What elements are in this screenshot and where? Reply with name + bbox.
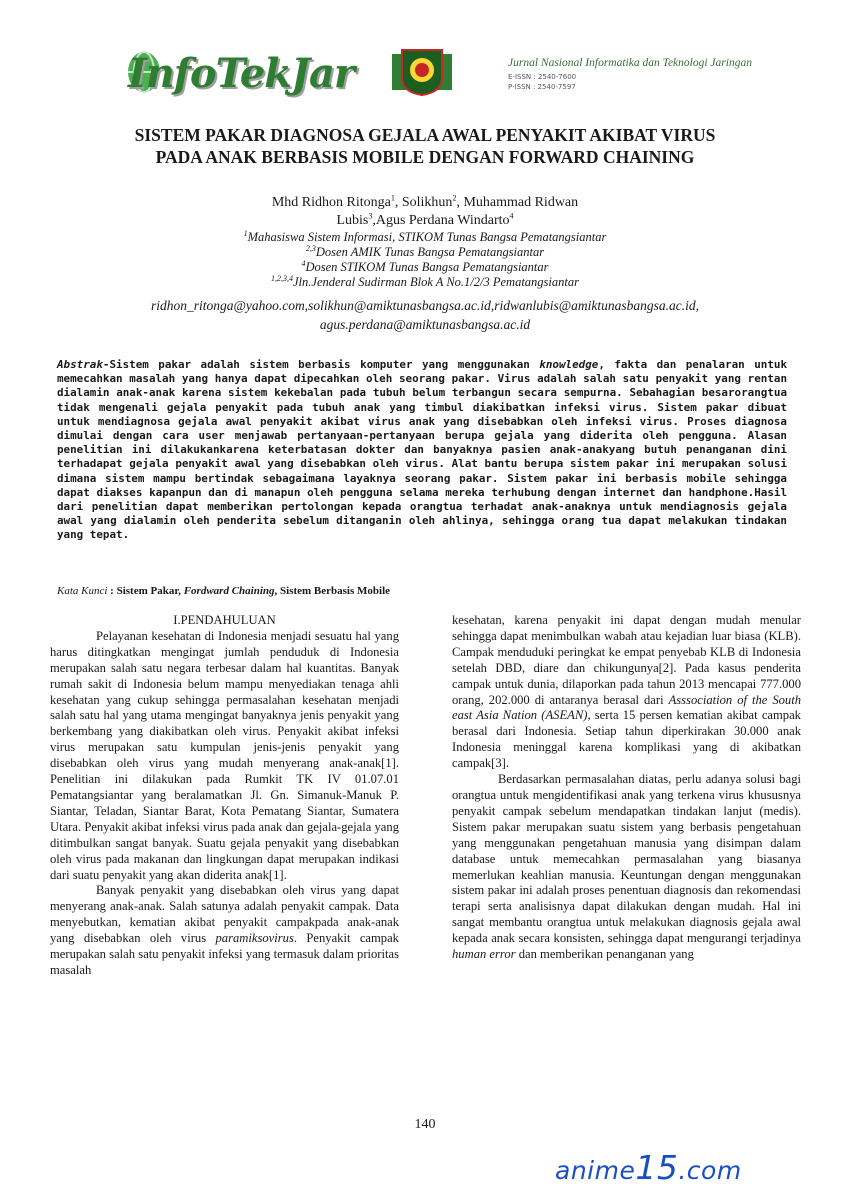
keywords-label: Kata Kunci xyxy=(57,585,108,597)
section-heading: I.PENDAHULUAN xyxy=(173,613,276,627)
author-3-sup: 3 xyxy=(368,211,373,221)
paragraph-4-a: Berdasarkan permasalahan diatas, perlu adanya solusi bagi orangtua untuk mengidentifikasi anak yang terkena virus khususnya penyakit campak sebelum mendapatkan tindakan lanjut (medis). Sistem pakar merupakan suatu sistem yang berbasis pengetahuan yang menggunakan pengetahuan manusia yang disimpan dalam database untuk memecahkan permasalahan yang biasanya memerlukan keahlian manusia. Keuntungan dengan menggunakan sistem pakar ini adalah proses penentuan diagnosis dan rekomendasi terapi serta analisisnya dapat dilakukan dengan mudah. Hal ini sangat membantu orangtua untuk melakukan diagnosis gejala awal kepada anak secara konsisten, sehingga dapat mengurangi terjadinya xyxy=(452,772,801,946)
paragraph-4-b: dan memberikan penanganan yang xyxy=(515,947,694,962)
paragraph-2-italic: paramiksovirus xyxy=(215,931,294,946)
abstract-body: , fakta dan penalaran untuk memecahkan masalah yang hanya dapat dipecahkan oleh seorang pakar. Virus adalah salah satu penyakit yang rentan dialamin anak-anak karena sistem kekebalan pada tubuh belum terbangun secara sempurna. Sebahagian besarorangtua tidak mengenali gejala penyakit pada tubuh anak yang timbul diakibatkan infeksi virus. Sistem pakar dibuat untuk mendiagnosa gejala awal penyakit akibat virus anak yang disebabkan oleh infeksi virus. Proses diagnosa dimulai dengan cara user menjawab pertanyaan-pertanyaan berupa gejala yang diderita oleh pengguna. Alasan penelitian ini dilakukankarena keterbatasan dokter dan banyaknya pasien anak-anakyang butuh penanganan dini terhadapat gejala penyakit awal yang disebabkan oleh virus. Alat bantu berupa sistem pakar ini merupakan solusi dimana sistem mampu bertindak sebagaimana layaknya seorang pakar. Sistem pakar ini berbasis mobile sehingga dapat diakses kapanpun dan di manapun oleh pengguna selama mereka terhubung dengan internet dan handphone.Hasil dari penelitian dapat memberikan pertolongan kepada orangtua terhadat anak-anaknya untuk mendiagnosis gejala awal yang dialamin oleh penderita sebelum ditanganin oleh ahlinya, sehingga orang tua dapat melakukan tindakan yang tepat. xyxy=(57,358,787,542)
keywords-sep: : xyxy=(107,585,117,597)
paragraph-2-b: . Penyakit campak merupakan salah satu penyakit infeksi yang termasuk dalam prioritas masalah xyxy=(50,931,399,977)
author-3-cont: Lubis xyxy=(336,213,369,228)
affiliation-2-sup: 2,3 xyxy=(305,243,316,253)
affiliation-3-sup: 4 xyxy=(301,258,306,268)
e-issn: E-ISSN : 2540-7600 xyxy=(508,73,577,81)
author-line-2 xyxy=(60,212,790,230)
paragraph-3-b: , serta 15 persen kematian akibat campak berasal dari Indonesia. Setiap tahun diperkirakan 30.000 anak Indonesia meninggal karena komplikasi yang di akibatkan campak[3]. xyxy=(452,708,801,771)
page-number: 140 xyxy=(414,1117,436,1132)
watermark-c: .com xyxy=(678,1156,742,1185)
abstract xyxy=(57,358,787,543)
affiliation-1 xyxy=(60,230,790,245)
affiliation-2-text: Dosen AMIK Tunas Bangsa Pematangsiantar xyxy=(315,245,545,259)
author-1: Mhd Ridhon Ritonga xyxy=(271,195,391,210)
left-column xyxy=(50,613,399,979)
paper-title xyxy=(60,124,790,168)
affiliation-1-sup: 1 xyxy=(243,228,248,238)
university-emblem-icon xyxy=(392,48,452,101)
paragraph-4-italic: human error xyxy=(452,947,516,962)
watermark-a: anime xyxy=(555,1156,636,1185)
logo-wordmark: InfoTekJar xyxy=(128,50,354,97)
email-line-2: agus.perdana@amiktunasbangsa.ac.id xyxy=(319,317,531,332)
affiliation-4-sup: 1,2,3,4 xyxy=(271,273,293,283)
paragraph-3 xyxy=(452,613,801,772)
affiliation-4-text: Jln.Jenderal Sudirman Blok A No.1/2/3 Pematangsiantar xyxy=(293,275,579,289)
affiliation-4 xyxy=(60,275,790,290)
title-line-2: PADA ANAK BERBASIS MOBILE DENGAN FORWARD CHAINING xyxy=(155,147,695,167)
abstract-intro: -Sistem pakar adalah sistem berbasis komputer yang menggunakan xyxy=(102,358,540,371)
abstract-knowledge: knowledge xyxy=(539,358,599,371)
author-2: , Solikhun xyxy=(394,195,453,210)
journal-name: Jurnal Nasional Informatika dan Teknologi Jaringan xyxy=(508,57,752,69)
title-line-1: SISTEM PAKAR DIAGNOSA GEJALA AWAL PENYAKIT AKIBAT VIRUS xyxy=(134,125,716,145)
p-issn: P-ISSN : 2540-7597 xyxy=(508,83,576,91)
paragraph-4 xyxy=(452,772,801,963)
paragraph-2 xyxy=(50,883,399,978)
author-3: , Muhammad Ridwan xyxy=(456,195,579,210)
author-4-sup: 4 xyxy=(509,211,514,221)
keyword-1: Sistem Pakar, xyxy=(116,585,184,597)
right-column xyxy=(452,613,801,963)
affiliation-2 xyxy=(60,245,790,260)
affiliation-3-text: Dosen STIKOM Tunas Bangsa Pematangsiantar xyxy=(305,260,549,274)
keyword-2: Fordward Chaining xyxy=(183,585,275,597)
affiliation-3 xyxy=(60,260,790,275)
affiliation-1-text: Mahasiswa Sistem Informasi, STIKOM Tunas Bangsa Pematangsiantar xyxy=(247,230,607,244)
paragraph-3-a: kesehatan, karena penyakit ini dapat dengan mudah menular sehingga dapat menimbulkan wabah atau kejadian luar biasa (KLB). Campak menduduki peringkat ke empat penyebab KLB di Indonesia setelah DBD, diare dan chikungunya[2]. Pada kasus penderita campak untuk dunia, dilaporkan pada tahun 2013 mencapai 777.000 orang, 202.000 di antaranya berasal dari xyxy=(452,613,801,707)
author-1-sup: 1 xyxy=(390,193,395,203)
author-4: ,Agus Perdana Windarto xyxy=(372,213,510,228)
paragraph-1: Pelayanan kesehatan di Indonesia menjadi sesuatu hal yang harus ditingkatkan mengingat jumlah penduduk di Indonesia merupakan salah satu negara terbesar dalam hal kuantitas. Banyak rumah sakit di Indonesia belum mampu menyediakan tenaga ahli kesehatan yang cukup sehingga permasalahan kesehatan menjadi salah satu hal yang utama mengingat banyaknya jenis penyakit yang berkembang yang diakibatkan oleh virus. Penyakit akibat infeksi virus merupakan satu kumpulan jenis-jenis penyakit yang disebabkan oleh virus yang mudah menyerang anak-anak[1]. Penelitian ini dilakukan pada Rumkit TK IV 01.07.01 Pematangsiantar yang beralamatkan Jl. Gn. Simanuk-Manuk P. Siantar, Teladan, Siantar Barat, Kota Pematang Siantar, Sumatera Utara. Penyakit akibat infeksi virus pada anak dan gejala-gejala yang ditimbulkan sangat banyak. Suatu gejala penyakit yang disebabkan oleh virus pada makanan dan lingkungan dapat merupakan indikasi dari suatu penyakit yang akan diderita anak[1]. xyxy=(50,628,399,882)
keyword-3: , Sistem Berbasis Mobile xyxy=(274,585,391,597)
keywords xyxy=(57,585,390,597)
paragraph-3-italic: Asssociation of the South east Asia Nation (ASEAN) xyxy=(452,692,802,723)
watermark-b: 15 xyxy=(635,1148,679,1187)
author-2-sup: 2 xyxy=(452,193,457,203)
paragraph-2-a: Banyak penyakit yang disebabkan oleh virus yang dapat menyerang anak-anak. Salah satunya adalah penyakit campak. Data menyebutkan, kematian akibat penyakit campakpada anak-anak yang disebabkan oleh virus xyxy=(50,883,399,946)
abstract-label: Abstrak xyxy=(57,358,103,371)
email-line-1: ridhon_ritonga@yahoo.com,solikhun@amiktunasbangsa.ac.id,ridwanlubis@amiktunasbangsa.ac.id, xyxy=(151,298,699,313)
author-line-1 xyxy=(60,194,790,212)
watermark xyxy=(555,1148,742,1187)
